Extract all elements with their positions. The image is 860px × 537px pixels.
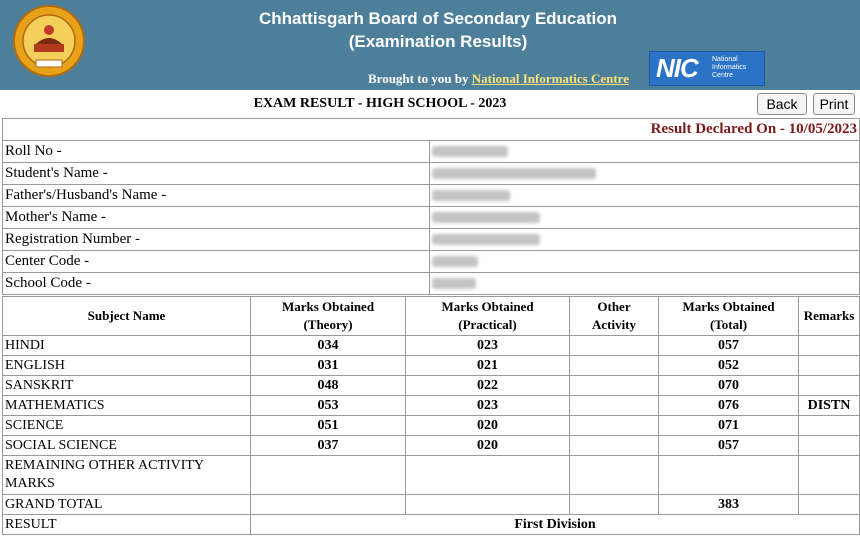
theory-marks: 031 [251, 356, 406, 376]
father-name-value [430, 185, 860, 207]
result-value: First Division [251, 515, 860, 535]
remarks [799, 436, 860, 456]
remarks [799, 416, 860, 436]
col-theory: Marks Obtained (Theory) [251, 297, 406, 336]
subject-name: ENGLISH [3, 356, 251, 376]
print-button[interactable]: Print [813, 93, 855, 115]
table-row [3, 356, 860, 376]
result-label: RESULT [3, 515, 251, 535]
roll-no-value [430, 141, 860, 163]
student-name-value [430, 163, 860, 185]
nic-logo-subtitle: National Informatics Centre [712, 56, 747, 79]
practical-marks: 020 [406, 436, 570, 456]
other-activity-marks [570, 436, 659, 456]
col-total: Marks Obtained (Total) [659, 297, 799, 336]
theory-marks: 048 [251, 376, 406, 396]
center-code-value [430, 251, 860, 273]
school-code-label: School Code - [3, 273, 430, 295]
info-row-father [3, 185, 860, 207]
subject-name: HINDI [3, 336, 251, 356]
other-activity-marks [570, 376, 659, 396]
practical-marks: 023 [406, 336, 570, 356]
remaining-activity-row [3, 456, 860, 495]
col-subject-name: Subject Name [3, 297, 251, 336]
registration-label: Registration Number - [3, 229, 430, 251]
theory-marks: 051 [251, 416, 406, 436]
info-row-school [3, 273, 860, 295]
remarks [799, 336, 860, 356]
back-button[interactable]: Back [757, 93, 807, 115]
other-activity-marks [570, 416, 659, 436]
subject-name: SOCIAL SCIENCE [3, 436, 251, 456]
total-marks: 057 [659, 336, 799, 356]
info-row-center [3, 251, 860, 273]
col-practical: Marks Obtained (Practical) [406, 297, 570, 336]
father-name-label: Father's/Husband's Name - [3, 185, 430, 207]
grand-total-value: 383 [659, 495, 799, 515]
brought-by-prefix: Brought to you by [368, 71, 472, 86]
title-row [0, 90, 860, 118]
nic-logo-text: NIC [656, 53, 698, 83]
practical-marks: 021 [406, 356, 570, 376]
grand-total-label: GRAND TOTAL [3, 495, 251, 515]
remarks: DISTN [799, 396, 860, 416]
practical-marks: 023 [406, 396, 570, 416]
nic-link[interactable]: National Informatics Centre [471, 71, 629, 86]
marks-table [2, 296, 860, 535]
table-row [3, 396, 860, 416]
theory-marks: 053 [251, 396, 406, 416]
total-marks: 071 [659, 416, 799, 436]
student-name-label: Student's Name - [3, 163, 430, 185]
theory-marks: 034 [251, 336, 406, 356]
info-row-roll [3, 141, 860, 163]
grand-total-row [3, 495, 860, 515]
brought-by-text [368, 71, 629, 87]
student-info-table [2, 118, 860, 295]
info-row-student [3, 163, 860, 185]
info-row-registration [3, 229, 860, 251]
board-title: Chhattisgarh Board of Secondary Education [259, 9, 617, 28]
col-other-activity: Other Activity [570, 297, 659, 336]
other-activity-marks [570, 336, 659, 356]
mother-name-value [430, 207, 860, 229]
registration-value [430, 229, 860, 251]
school-code-value [430, 273, 860, 295]
total-marks: 070 [659, 376, 799, 396]
result-row [3, 515, 860, 535]
declared-row [3, 119, 860, 141]
other-activity-marks [570, 396, 659, 416]
total-marks: 057 [659, 436, 799, 456]
center-code-label: Center Code - [3, 251, 430, 273]
total-marks: 076 [659, 396, 799, 416]
practical-marks: 020 [406, 416, 570, 436]
nic-logo [649, 51, 765, 86]
roll-no-label: Roll No - [3, 141, 430, 163]
other-activity-marks [570, 356, 659, 376]
marks-header-row [3, 297, 860, 336]
remarks [799, 356, 860, 376]
practical-marks: 022 [406, 376, 570, 396]
table-row [3, 416, 860, 436]
theory-marks: 037 [251, 436, 406, 456]
mother-name-label: Mother's Name - [3, 207, 430, 229]
subject-name: SANSKRIT [3, 376, 251, 396]
col-remarks: Remarks [799, 297, 860, 336]
remaining-activity-label: REMAINING OTHER ACTIVITY MARKS [3, 456, 251, 495]
total-marks: 052 [659, 356, 799, 376]
subject-name: MATHEMATICS [3, 396, 251, 416]
table-row [3, 436, 860, 456]
remarks [799, 376, 860, 396]
exam-title: EXAM RESULT - HIGH SCHOOL - 2023 [253, 96, 507, 111]
table-row [3, 376, 860, 396]
subject-name: SCIENCE [3, 416, 251, 436]
table-row [3, 336, 860, 356]
site-header [0, 0, 860, 90]
board-subtitle: (Examination Results) [348, 32, 528, 51]
info-row-mother [3, 207, 860, 229]
result-declared-date: Result Declared On - 10/05/2023 [3, 119, 860, 141]
